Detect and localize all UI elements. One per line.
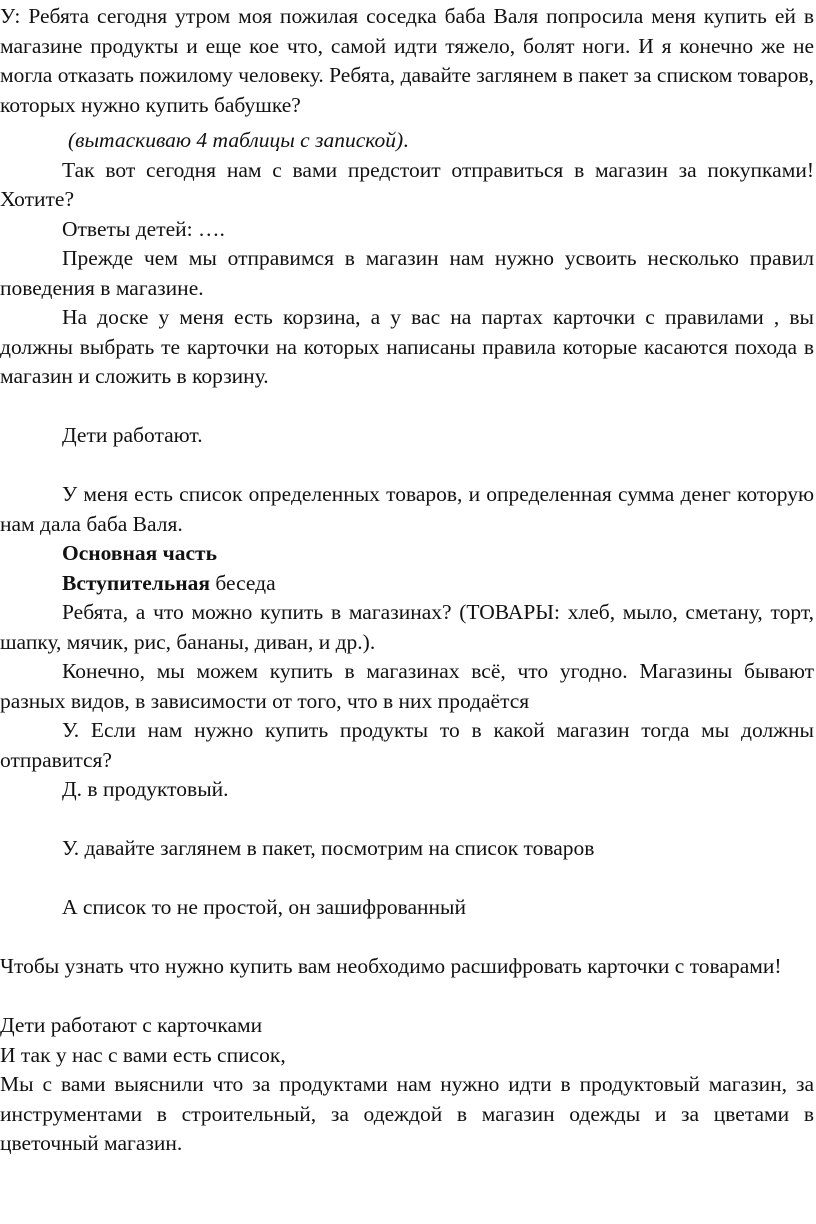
stage-direction-period: . [403, 128, 409, 152]
blank-line [0, 451, 814, 481]
paragraph-children-work: Дети работают. [62, 423, 203, 447]
heading-intro-talk-rest: беседа [210, 570, 276, 595]
blank-line [0, 923, 814, 953]
paragraph-list-ready: И так у нас с вами есть список, [0, 1042, 286, 1067]
paragraph-money: У меня есть список определенных товаров, и определенная сумма денег которую нам дала баба Валя. [0, 482, 814, 536]
paragraph-intro: У: Ребята сегодня утром моя пожилая соседка баба Валя попросила меня купить ей в магазине продукты и еще кое что, самой идти тяжело, болят ноги. И я конечно же не могла отказать пожилому человеку. Ребята, давайте заглянем в пакет за списком товаров, которых нужно купить бабушке? [0, 4, 814, 117]
paragraph-answer: Д. в продуктовый. [62, 777, 229, 801]
stage-direction-text: (вытаскиваю 4 таблицы с запиской) [68, 128, 404, 152]
blank-line [0, 805, 814, 835]
paragraph-cards-work: Дети работают с карточками [0, 1013, 263, 1037]
paragraph-conclusion: Мы с вами выяснили что за продуктами нам нужно идти в продуктовый магазин, за инструментами в строительный, за одеждой в магазин одежды и за цветами в цветочный магазин. [0, 1072, 814, 1155]
paragraph-question: У. Если нам нужно купить продукты то в какой магазин тогда мы должны отправится? [0, 718, 814, 772]
paragraph-basket: На доске у меня есть корзина, а у вас на партах карточки с правилами , вы должны выбрать те карточки на которых написаны правила которые касаются похода в магазин и сложить в корзину. [0, 305, 814, 388]
paragraph-encrypted: А список то не простой, он зашифрованный [62, 895, 466, 919]
paragraph-shop-types: Конечно, мы можем купить в магазинах всё, что угодно. Магазины бывают разных видов, в зависимости от того, что в них продаётся [0, 659, 814, 713]
paragraph-goods: Ребята, а что можно купить в магазинах? (ТОВАРЫ: хлеб, мыло, сметану, торт, шапку, мячик, рис, бананы, диван, и др.). [0, 600, 814, 654]
paragraph-rules-intro: Прежде чем мы отправимся в магазин нам нужно усвоить несколько правил поведения в магазине. [0, 246, 814, 300]
paragraph-children-answers: Ответы детей: …. [62, 216, 225, 241]
blank-line [0, 982, 814, 1012]
blank-line [0, 392, 814, 422]
paragraph-decode: Чтобы узнать что нужно купить вам необходимо расшифровать карточки с товарами! [0, 954, 782, 978]
heading-main-part: Основная часть [62, 541, 217, 565]
paragraph-trip: Так вот сегодня нам с вами предстоит отправиться в магазин за покупками! Хотите? [0, 157, 814, 211]
paragraph-look-list: У. давайте заглянем в пакет, посмотрим на список товаров [62, 836, 595, 860]
paragraph-stage-direction [0, 126, 814, 156]
blank-line [0, 864, 814, 894]
heading-intro-talk-bold: Вступительная [62, 570, 210, 595]
heading-intro-talk [0, 569, 814, 599]
